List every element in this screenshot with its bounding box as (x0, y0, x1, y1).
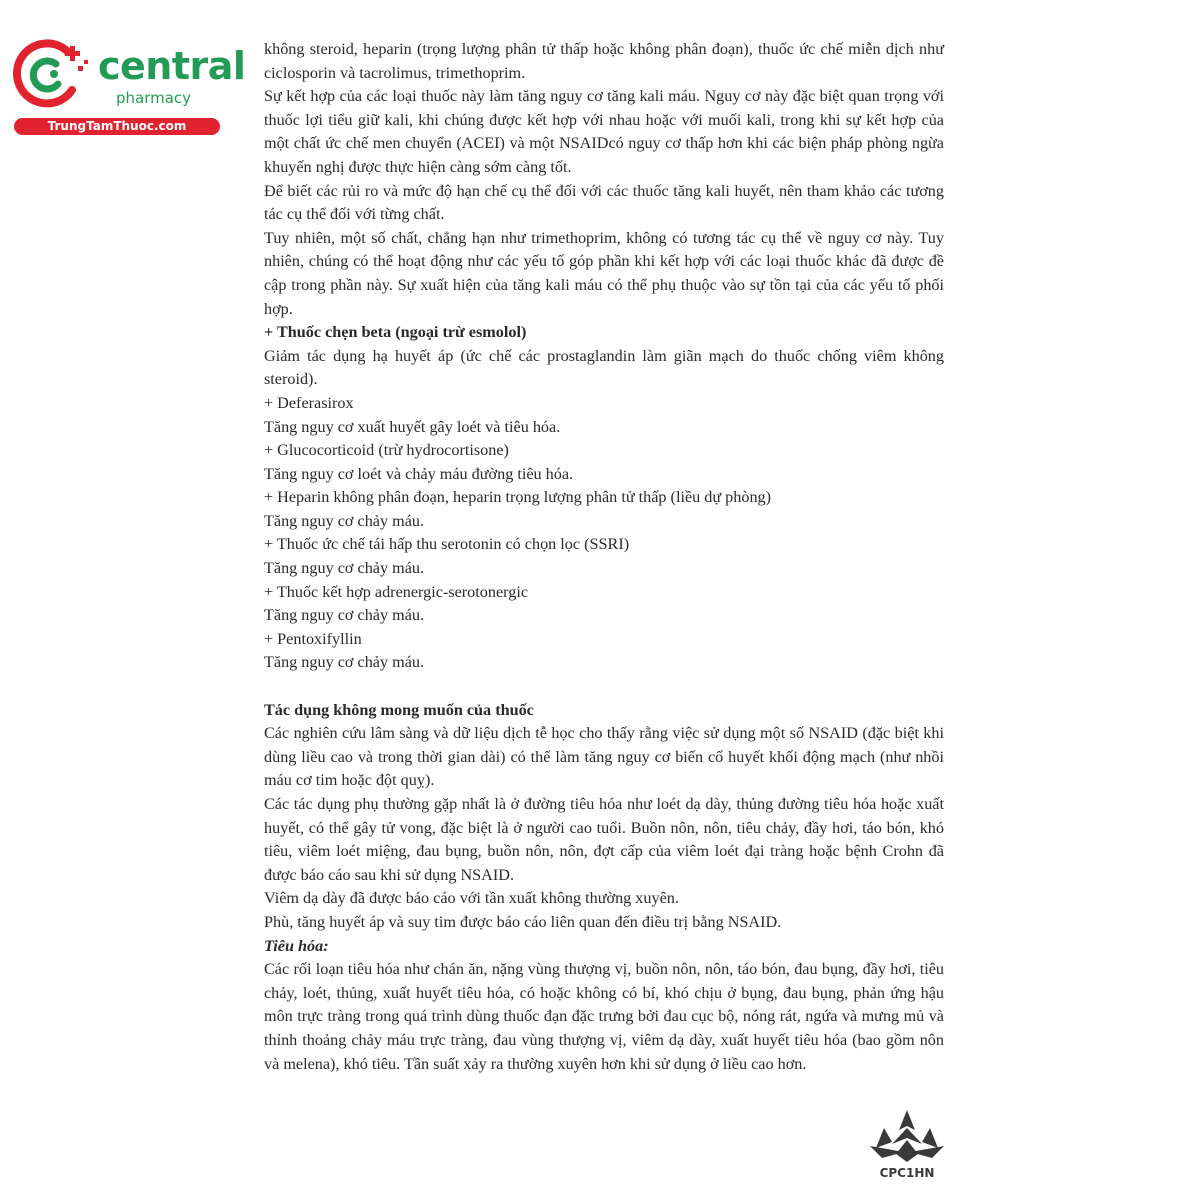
paragraph: Các tác dụng phụ thường gặp nhất là ở đường tiêu hóa như loét dạ dày, thủng đường tiêu hóa hoặc xuất huyết, có thể gây tử vong, đặc biệt là ở người cao tuổi. Buồn nôn, nôn, tiêu chảy, đầy hơi, táo bón, khó tiêu, viêm loét miệng, đau bụng, buồn nôn, nôn, đợt cấp của viêm loét đại tràng hoặc bệnh Crohn đã được báo cáo sau khi sử dụng NSAID. (264, 795, 944, 884)
interaction-heading-pentoxifyllin: + Pentoxifyllin (264, 629, 362, 648)
paragraph: Phù, tăng huyết áp và suy tim được báo cáo liên quan đến điều trị bằng NSAID. (264, 912, 782, 931)
brand-url[interactable]: TrungTamThuoc.com (14, 118, 220, 135)
paragraph: Giảm tác dụng hạ huyết áp (ức chế các prostaglandin làm giãn mạch do thuốc chống viêm không steroid). (264, 346, 944, 389)
paragraph: Để biết các rủi ro và mức độ hạn chế cụ thể đối với các thuốc tăng kali huyết, nên tham khảo các tương tác cụ thể đối với từng chất. (264, 181, 944, 224)
interaction-heading-deferasirox: + Deferasirox (264, 393, 354, 412)
paragraph: Sự kết hợp của các loại thuốc này làm tăng nguy cơ tăng kali máu. Nguy cơ này đặc biệt quan trọng với thuốc lợi tiểu giữ kali, khi chúng được kết hợp với nhau hoặc với muối kali, trong khi sự kết hợp của một chất ức chế men chuyển (ACEI) và một NSAIDcó nguy cơ thấp hơn khi các biện pháp phòng ngừa khuyến nghị được thực hiện càng sớm càng tốt. (264, 87, 944, 176)
paragraph: Các rối loạn tiêu hóa như chán ăn, nặng vùng thượng vị, buồn nôn, nôn, táo bón, đau bụng, đầy hơi, tiêu chảy, loét, thủng, xuất huyết tiêu hóa, có hoặc không có bí, khó chịu ở bụng, đau bụng, phản ứng hậu môn trực tràng trong quá trình dùng thuốc đạn đặc trưng bởi đau cục bộ, nóng rát, ngứa và mưng mủ và thỉnh thoảng chảy máu trực tràng, đau vùng thượng vị, viêm dạ dày, xuất huyết tiêu hóa (bao gồm nôn và melena), khó tiêu. Tần suất xảy ra thường xuyên hơn khi sử dụng ở liều cao hơn. (264, 960, 944, 1073)
interaction-heading-heparin: + Heparin không phân đoạn, heparin trọng lượng phân tử thấp (liều dự phòng) (264, 488, 772, 507)
paragraph: không steroid, heparin (trọng lượng phân tử thấp hoặc không phân đoạn), thuốc ức chế miễn dịch như ciclosporin và tacrolimus, trimethoprim. (264, 40, 944, 82)
paragraph: Tăng nguy cơ chảy máu. (264, 606, 425, 625)
cpc1hn-logo (862, 1108, 952, 1180)
paragraph: Tăng nguy cơ chảy máu. (264, 559, 425, 578)
interaction-heading-ssri: + Thuốc ức chế tái hấp thu serotonin có chọn lọc (SSRI) (264, 535, 630, 554)
paragraph: Các nghiên cứu lâm sàng và dữ liệu dịch tễ học cho thấy rằng việc sử dụng một số NSAID (đặc biệt khi dùng liều cao và trong thời gian dài) có thể làm tăng nguy cơ biến cố huyết khối động mạch (như nhồi máu cơ tim hoặc đột quỵ). (264, 724, 944, 790)
cpc1hn-label: CPC1HN (879, 1166, 935, 1180)
interaction-heading-adrenergic: + Thuốc kết hợp adrenergic-serotonergic (264, 582, 529, 601)
paragraph: Tăng nguy cơ loét và chảy máu đường tiêu hóa. (264, 464, 574, 483)
brand-name: central (98, 44, 246, 88)
spacer (264, 675, 944, 699)
interaction-heading-glucocorticoid: + Glucocorticoid (trừ hydrocortisone) (264, 441, 509, 460)
paragraph: Tuy nhiên, một số chất, chẳng hạn như trimethoprim, không có tương tác cụ thể về nguy cơ này. Tuy nhiên, chúng có thể hoạt động như các yếu tố góp phần khi kết hợp với các loại thuốc khác đã được đề cập trong phần này. Sự xuất hiện của tăng kali máu có thể phụ thuộc vào sự tồn tại của các yếu tố phối hợp. (264, 228, 944, 318)
subsection-title-digestive: Tiêu hóa: (264, 936, 329, 955)
paragraph: Viêm dạ dày đã được báo cáo với tần xuất không thường xuyên. (264, 889, 679, 908)
section-title-adverse-effects: Tác dụng không mong muốn của thuốc (264, 700, 534, 719)
interaction-heading-beta-blocker: + Thuốc chẹn beta (ngoại trừ esmolol) (264, 323, 527, 342)
paragraph: Tăng nguy cơ chảy máu. (264, 511, 425, 530)
paragraph: Tăng nguy cơ chảy máu. (264, 653, 425, 672)
central-pharmacy-logo (10, 36, 246, 136)
brand-subtitle: pharmacy (116, 89, 192, 107)
lotus-icon (862, 1108, 952, 1164)
pharmacy-logo-icon (10, 38, 90, 110)
document-body (264, 38, 944, 1076)
paragraph: Tăng nguy cơ xuất huyết gây loét và tiêu hóa. (264, 417, 561, 436)
